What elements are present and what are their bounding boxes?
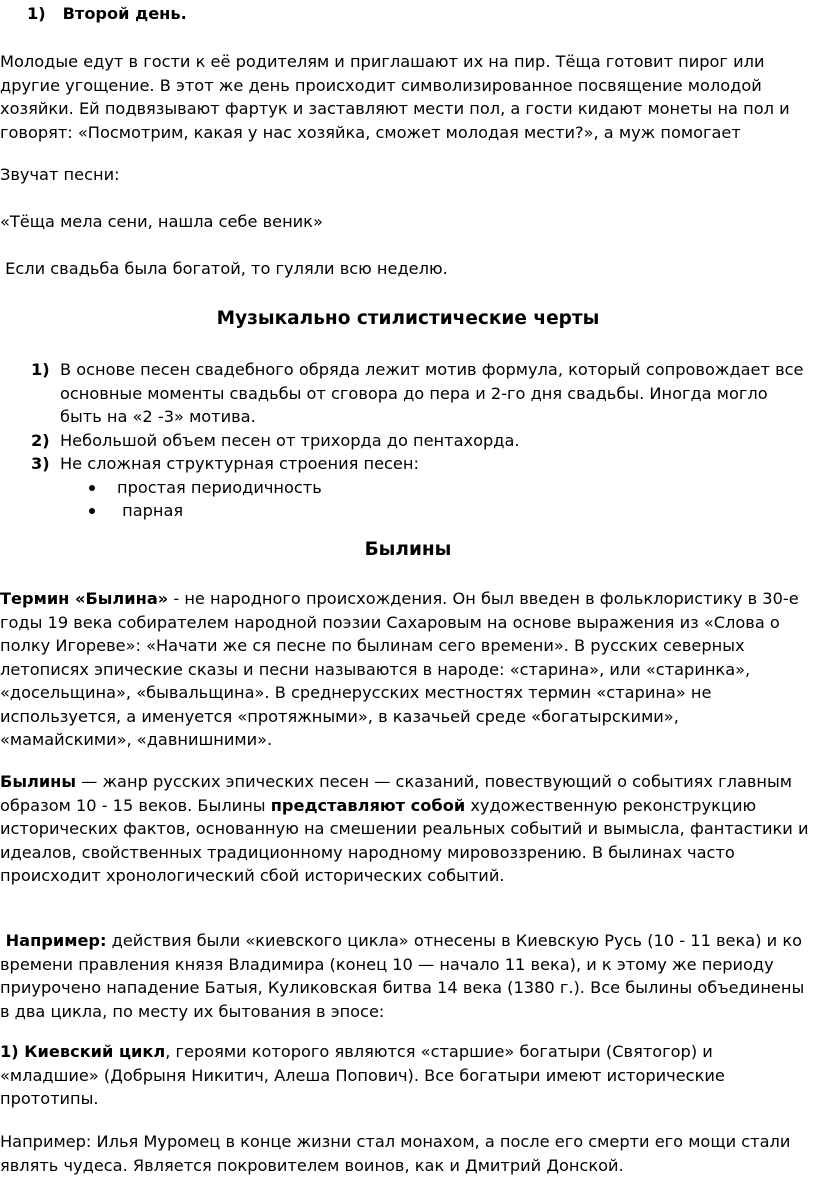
- example-text: действия были «киевского цикла» отнесены в Киевскую Русь (10 - 11 века) и ко времени правления князя Владимира (конец 10 — начало 11 века), и к этому же периоду приурочено нападение Батыя, Куликовская битва 14 века (1380 г.). Все былины объединены в два цикла, по месту их бытования в эпосе:: [0, 931, 805, 1021]
- list-item: [0, 358, 812, 429]
- list-item-text: В основе песен свадебного обряда лежит мотив формула, который сопровождает все основные моменты свадьбы от сговора до пера и 2-го дня свадьбы. Иногда могло быть на «2 -3» мотива.: [60, 360, 804, 426]
- paragraph-bylina-definition: [0, 770, 812, 888]
- section-number: 1): [27, 4, 46, 23]
- cycle-bold: 1) Киевский цикл: [0, 1042, 166, 1061]
- bullet-item: [0, 476, 812, 500]
- definition-bold: Былины: [0, 772, 76, 791]
- definition-text-1: — жанр русских эпических песен — сказаний, повествующий о событиях главным образом 10 - 15 веков. Былины: [0, 772, 793, 815]
- section-title-second-day: [27, 2, 816, 26]
- list-item-number: 3): [31, 454, 50, 473]
- bullet-item: [0, 499, 812, 523]
- definition-text-2: художественную реконструкцию исторических фактов, основанную на смешении реальных событий и вымысла, фантастики и идеалов, свойственных традиционному народному мировоззрению. В былинах часто происходит хронологический сбой исторических событий.: [0, 795, 809, 885]
- example-bold: Например:: [0, 931, 107, 950]
- term-bold: Термин «Былина»: [0, 589, 169, 608]
- definition-bold-2: представляют собой: [270, 795, 466, 815]
- paragraph-term-bylina: [0, 587, 812, 752]
- list-item: [0, 429, 812, 453]
- bullet-icon: [89, 508, 95, 514]
- cycle-text: , героями которого являются «старшие» богатыри (Святогор) и «младшие» (Добрыня Никитич, Алеша Попович). Все богатыри имеют исторические прототипы.: [0, 1042, 725, 1108]
- paragraph-song-quote: «Тёща мела сени, нашла себе веник»: [0, 212, 323, 231]
- paragraph-rich-wedding: Если свадьба была богатой, то гуляли всю неделю.: [0, 259, 448, 278]
- bullet-text: парная: [117, 501, 184, 520]
- paragraph-kiev-cycle: [0, 1040, 812, 1111]
- paragraph-second-day: Молодые едут в гости к её родителям и приглашают их на пир. Тёща готовит пирог или другие угощение. В этот же день происходит символизированное посвящение молодой хозяйки. Ей подвязывают фартук и заставляют мести пол, а гости кидают монеты на пол и говорят: «Посмотрим, какая у нас хозяйка, сможет молодая мести?», а муж помогает: [0, 52, 790, 142]
- list-item-text: Небольшой объем песен от трихорда до пентахорда.: [60, 430, 520, 450]
- list-item-number: 2): [31, 430, 50, 450]
- list-item-number: 1): [31, 360, 50, 379]
- paragraph-songs-sound: Звучат песни:: [0, 165, 120, 184]
- list-item: [0, 452, 812, 476]
- paragraph-example-kiev: [0, 929, 812, 1023]
- term-text: - не народного происхождения. Он был введен в фольклористику в 30-е годы 19 века собирателем народной поэзии Сахаровым на основе выражения из «Слова о полку Игореве»: «Начати же ся песне по былинам сего времени». В русских северных летописях эпические сказы и песни называются в народе: «старина», или «старинка», «досельщина», «бывальщина». В среднерусских местностях термин «старина» не используется, а именуется «протяжными», в казачьей среде «богатырскими», «мамайскими», «давнишними».: [0, 589, 799, 749]
- bullet-icon: [89, 485, 95, 491]
- paragraph-ilya-muromets: Например: Илья Муромец в конце жизни стал монахом, а после его смерти его мощи стали являть чудеса. Является покровителем воинов, как и Дмитрий Донской.: [0, 1132, 791, 1175]
- heading-byliny: Былины: [364, 539, 452, 560]
- heading-musical-features: Музыкально стилистические черты: [216, 308, 600, 329]
- features-list: [0, 358, 812, 523]
- bullet-text: простая периодичность: [117, 477, 322, 497]
- section-title: Второй день.: [62, 4, 187, 23]
- list-item-text: Не сложная структурная строения песен:: [60, 454, 419, 473]
